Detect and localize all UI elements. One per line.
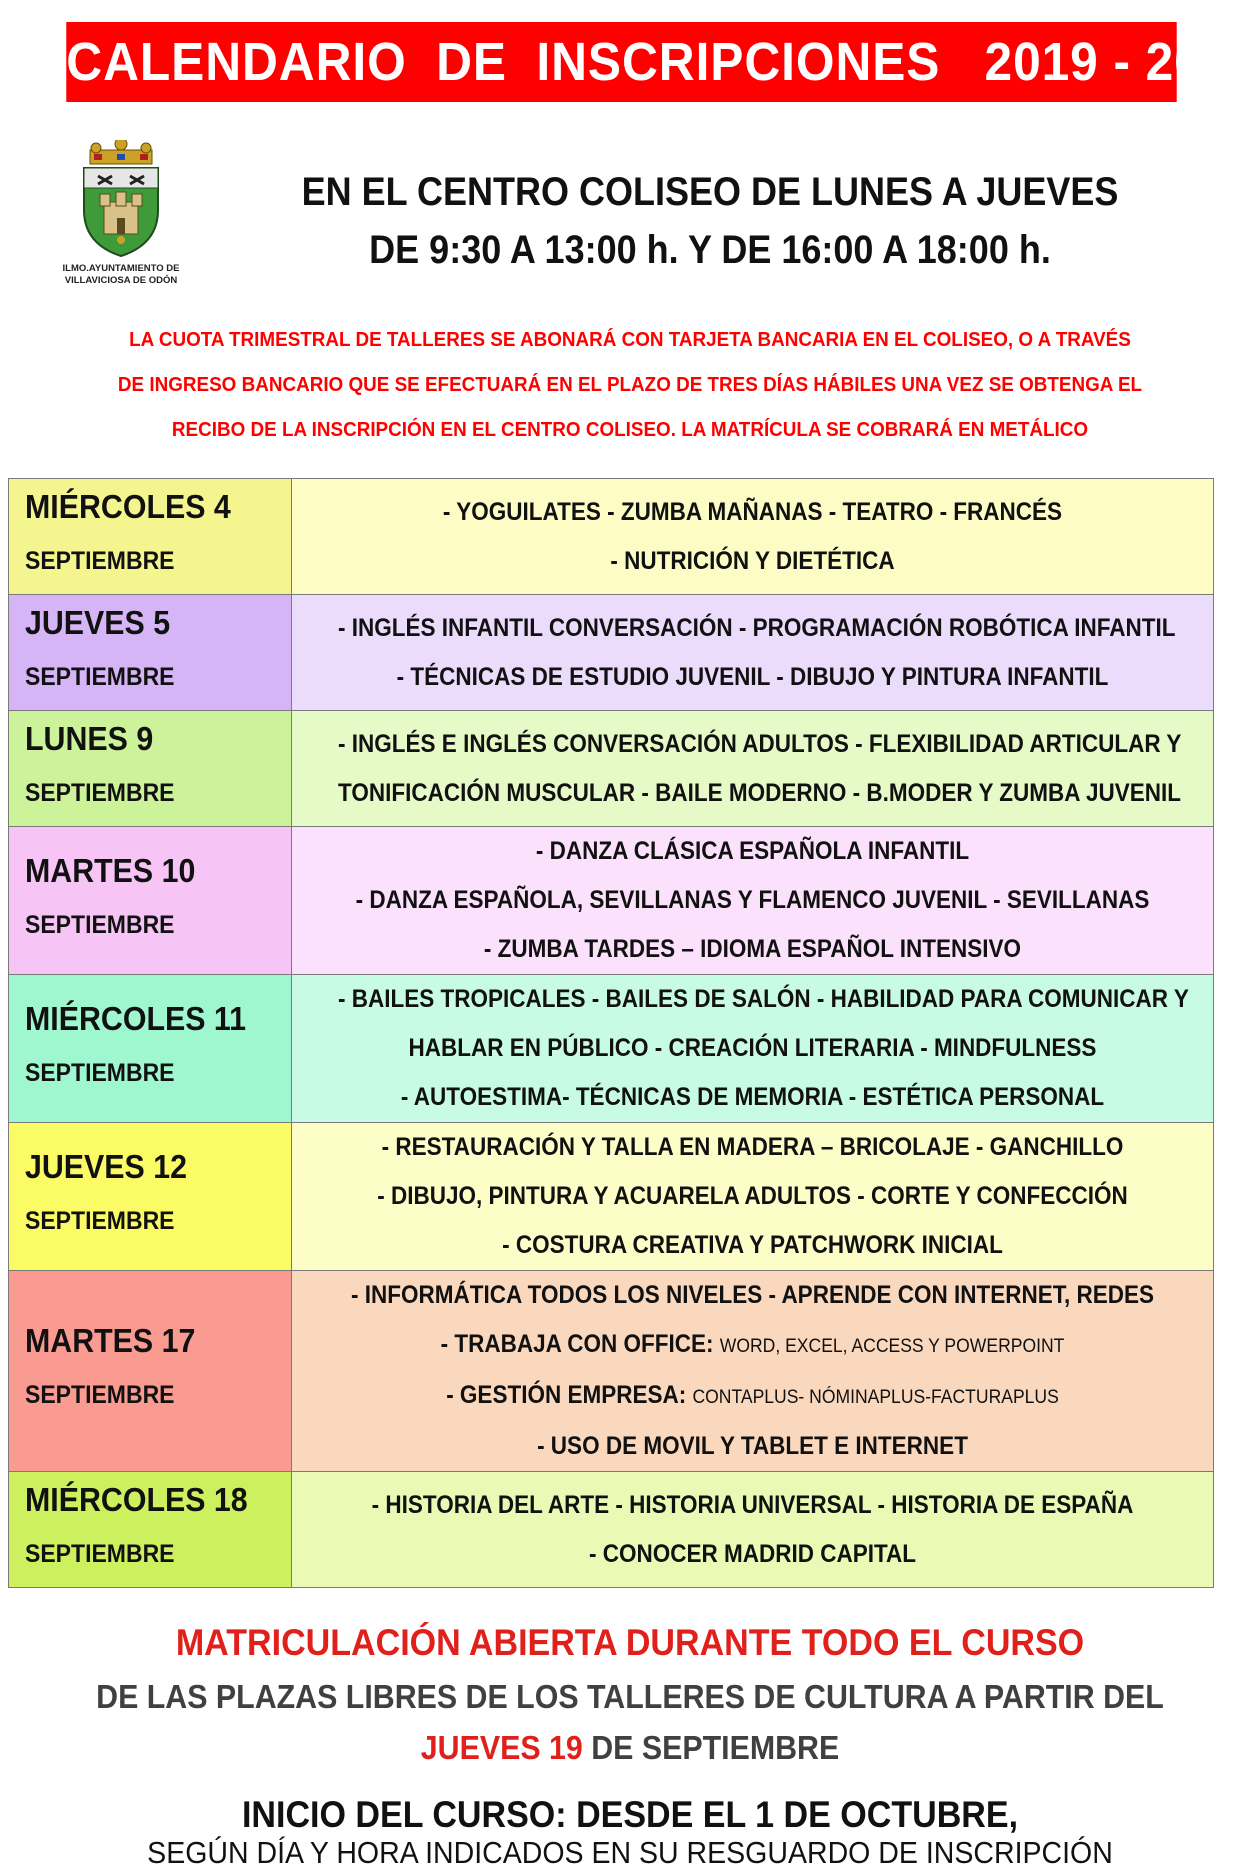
- fee-line-2: DE INGRESO BANCARIO QUE SE EFECTUARÁ EN EL PLAZO DE TRES DÍAS HÁBILES UNA VEZ SE OBTENGA EL: [117, 373, 1143, 396]
- activity-text: - TÉCNICAS DE ESTUDIO JUVENIL - DIBUJO Y PINTURA INFANTIL: [396, 662, 1109, 691]
- schedule-row: [9, 827, 1214, 975]
- day-name: MARTES 17: [25, 1322, 196, 1359]
- day-month: SEPTIEMBRE: [25, 910, 175, 939]
- schedule-day-cell: [9, 1271, 292, 1472]
- activity-line: [338, 1073, 1167, 1122]
- open-enrollment-detail: DE LAS PLAZAS LIBRES DE LOS TALLERES DE CULTURA A PARTIR DEL: [96, 1678, 1164, 1715]
- activity-text: - DIBUJO, PINTURA Y ACUARELA ADULTOS - CORTE Y CONFECCIÓN: [377, 1182, 1128, 1210]
- activity-line: [338, 925, 1167, 974]
- activity-text: - RESTAURACIÓN Y TALLA EN MADERA – BRICOLAJE - GANCHILLO: [381, 1133, 1124, 1161]
- activity-text: - COSTURA CREATIVA Y PATCHWORK INICIAL: [502, 1231, 1003, 1259]
- schedule-day-cell: [9, 479, 292, 595]
- activity-line: [338, 975, 1189, 1024]
- activity-line: [338, 1481, 1167, 1530]
- activity-text: - BAILES TROPICALES - BAILES DE SALÓN - HABILIDAD PARA COMUNICAR Y: [338, 985, 1189, 1013]
- day-month: SEPTIEMBRE: [25, 662, 175, 691]
- schedule-row: [9, 975, 1214, 1123]
- schedule-activities-cell: [292, 711, 1214, 827]
- activity-text: - GESTIÓN EMPRESA:: [446, 1381, 693, 1409]
- activity-text: - YOGUILATES - ZUMBA MAÑANAS - TEATRO - FRANCÉS: [442, 497, 1063, 526]
- schedule-row: [9, 711, 1214, 827]
- activity-line: [338, 876, 1167, 925]
- activity-line: [338, 1371, 1167, 1422]
- logo-line-2: VILLAVICIOSA DE ODÓN: [64, 275, 178, 286]
- schedule-activities-cell: [292, 479, 1214, 595]
- fee-notice: [15, 317, 1245, 452]
- day-name: JUEVES 12: [25, 1147, 188, 1185]
- activity-text: HABLAR EN PÚBLICO - CREACIÓN LITERARIA - MINDFULNESS: [408, 1034, 1097, 1062]
- activity-line: [338, 1271, 1167, 1320]
- coat-of-arms-icon: [76, 140, 166, 260]
- activity-line: [338, 827, 1167, 876]
- day-name: MARTES 10: [25, 851, 196, 889]
- registration-hours: [210, 163, 1210, 279]
- schedule-row: [9, 1271, 1214, 1472]
- activity-text: - DANZA ESPAÑOLA, SEVILLANAS Y FLAMENCO JUVENIL - SEVILLANAS: [355, 886, 1150, 914]
- hours-line-2: DE 9:30 A 13:00 h. Y DE 16:00 A 18:00 h.: [369, 228, 1051, 272]
- day-name: LUNES 9: [25, 719, 154, 757]
- activity-line: [338, 1172, 1167, 1221]
- activity-text: - TRABAJA CON OFFICE:: [440, 1330, 720, 1358]
- course-start-note: SEGÚN DÍA Y HORA INDICADOS EN SU RESGUARDO DE INSCRIPCIÓN: [147, 1835, 1113, 1870]
- activity-line: [338, 720, 1182, 769]
- town-logo: [56, 140, 186, 290]
- schedule-day-cell: [9, 1472, 292, 1588]
- open-enrollment-date: [0, 1723, 1260, 1773]
- activity-line: [338, 1422, 1167, 1471]
- schedule-day-cell: [9, 975, 292, 1123]
- schedule-row: [9, 1123, 1214, 1271]
- logo-line-1: ILMO.AYUNTAMIENTO DE: [62, 263, 180, 274]
- course-start: INICIO DEL CURSO: DESDE EL 1 DE OCTUBRE,: [241, 1794, 1019, 1835]
- schedule-day-cell: [9, 827, 292, 975]
- activity-text: - ZUMBA TARDES – IDIOMA ESPAÑOL INTENSIVO: [483, 935, 1022, 963]
- schedule-activities-cell: [292, 975, 1214, 1123]
- activity-text: - INGLÉS INFANTIL CONVERSACIÓN - PROGRAMACIÓN ROBÓTICA INFANTIL: [338, 613, 1176, 642]
- day-name: JUEVES 5: [25, 603, 171, 641]
- schedule-row: [9, 479, 1214, 595]
- schedule-activities-cell: [292, 595, 1214, 711]
- schedule-row: [9, 1472, 1214, 1588]
- day-month: SEPTIEMBRE: [25, 1206, 175, 1235]
- activity-line: [338, 1024, 1167, 1073]
- day-month: SEPTIEMBRE: [25, 778, 175, 807]
- schedule-activities-cell: [292, 1123, 1214, 1271]
- activity-text: - HISTORIA DEL ARTE - HISTORIA UNIVERSAL - HISTORIA DE ESPAÑA: [371, 1490, 1134, 1519]
- activity-text: - INFORMÁTICA TODOS LOS NIVELES - APRENDE CON INTERNET, REDES: [351, 1281, 1154, 1309]
- activity-detail: WORD, EXCEL, ACCESS Y POWERPOINT: [719, 1335, 1065, 1357]
- activity-detail: CONTAPLUS- NÓMINAPLUS-FACTURAPLUS: [692, 1386, 1059, 1408]
- open-enrollment-heading: MATRICULACIÓN ABIERTA DURANTE TODO EL CURSO: [175, 1622, 1085, 1663]
- day-name: MIÉRCOLES 4: [25, 487, 231, 525]
- activity-line: [338, 1320, 1167, 1371]
- activity-line: [338, 537, 1167, 586]
- activity-line: [338, 769, 1181, 818]
- open-enrollment-day: JUEVES 19: [420, 1729, 583, 1766]
- fee-line-1: LA CUOTA TRIMESTRAL DE TALLERES SE ABONARÁ CON TARJETA BANCARIA EN EL COLISEO, O A TRAVÉS: [129, 328, 1131, 351]
- activity-text: - NUTRICIÓN Y DIETÉTICA: [610, 546, 895, 575]
- day-name: MIÉRCOLES 11: [25, 999, 247, 1037]
- activity-text: TONIFICACIÓN MUSCULAR - BAILE MODERNO - B.MODER Y ZUMBA JUVENIL: [338, 778, 1181, 807]
- day-month: SEPTIEMBRE: [25, 546, 175, 575]
- day-month: SEPTIEMBRE: [25, 1381, 175, 1409]
- activity-line: [338, 1530, 1167, 1579]
- schedule-activities-cell: [292, 1472, 1214, 1588]
- activity-line: [338, 604, 1176, 653]
- activity-line: [338, 1123, 1167, 1172]
- schedule-day-cell: [9, 711, 292, 827]
- hours-line-1: EN EL CENTRO COLISEO DE LUNES A JUEVES: [301, 170, 1119, 214]
- schedule-table: [8, 478, 1214, 1588]
- schedule-day-cell: [9, 595, 292, 711]
- activity-text: - AUTOESTIMA- TÉCNICAS DE MEMORIA - ESTÉTICA PERSONAL: [400, 1083, 1105, 1111]
- day-name: MIÉRCOLES 18: [25, 1480, 248, 1518]
- activity-text: - USO DE MOVIL Y TABLET E INTERNET: [537, 1432, 968, 1460]
- open-enrollment-month: DE SEPTIEMBRE: [582, 1729, 840, 1766]
- page-title: CALENDARIO DE INSCRIPCIONES 2019 - 2020: [66, 22, 1176, 102]
- activity-text: - INGLÉS E INGLÉS CONVERSACIÓN ADULTOS - FLEXIBILIDAD ARTICULAR Y: [338, 729, 1182, 758]
- activity-line: [338, 1221, 1167, 1270]
- activity-text: - DANZA CLÁSICA ESPAÑOLA INFANTIL: [535, 837, 970, 865]
- activity-line: [338, 653, 1167, 702]
- day-month: SEPTIEMBRE: [25, 1539, 175, 1568]
- schedule-activities-cell: [292, 1271, 1214, 1472]
- fee-line-3: RECIBO DE LA INSCRIPCIÓN EN EL CENTRO COLISEO. LA MATRÍCULA SE COBRARÁ EN METÁLICO: [171, 418, 1089, 441]
- activity-line: [338, 488, 1167, 537]
- schedule-day-cell: [9, 1123, 292, 1271]
- day-month: SEPTIEMBRE: [25, 1058, 175, 1087]
- activity-text: - CONOCER MADRID CAPITAL: [588, 1539, 917, 1568]
- schedule-row: [9, 595, 1214, 711]
- schedule-activities-cell: [292, 827, 1214, 975]
